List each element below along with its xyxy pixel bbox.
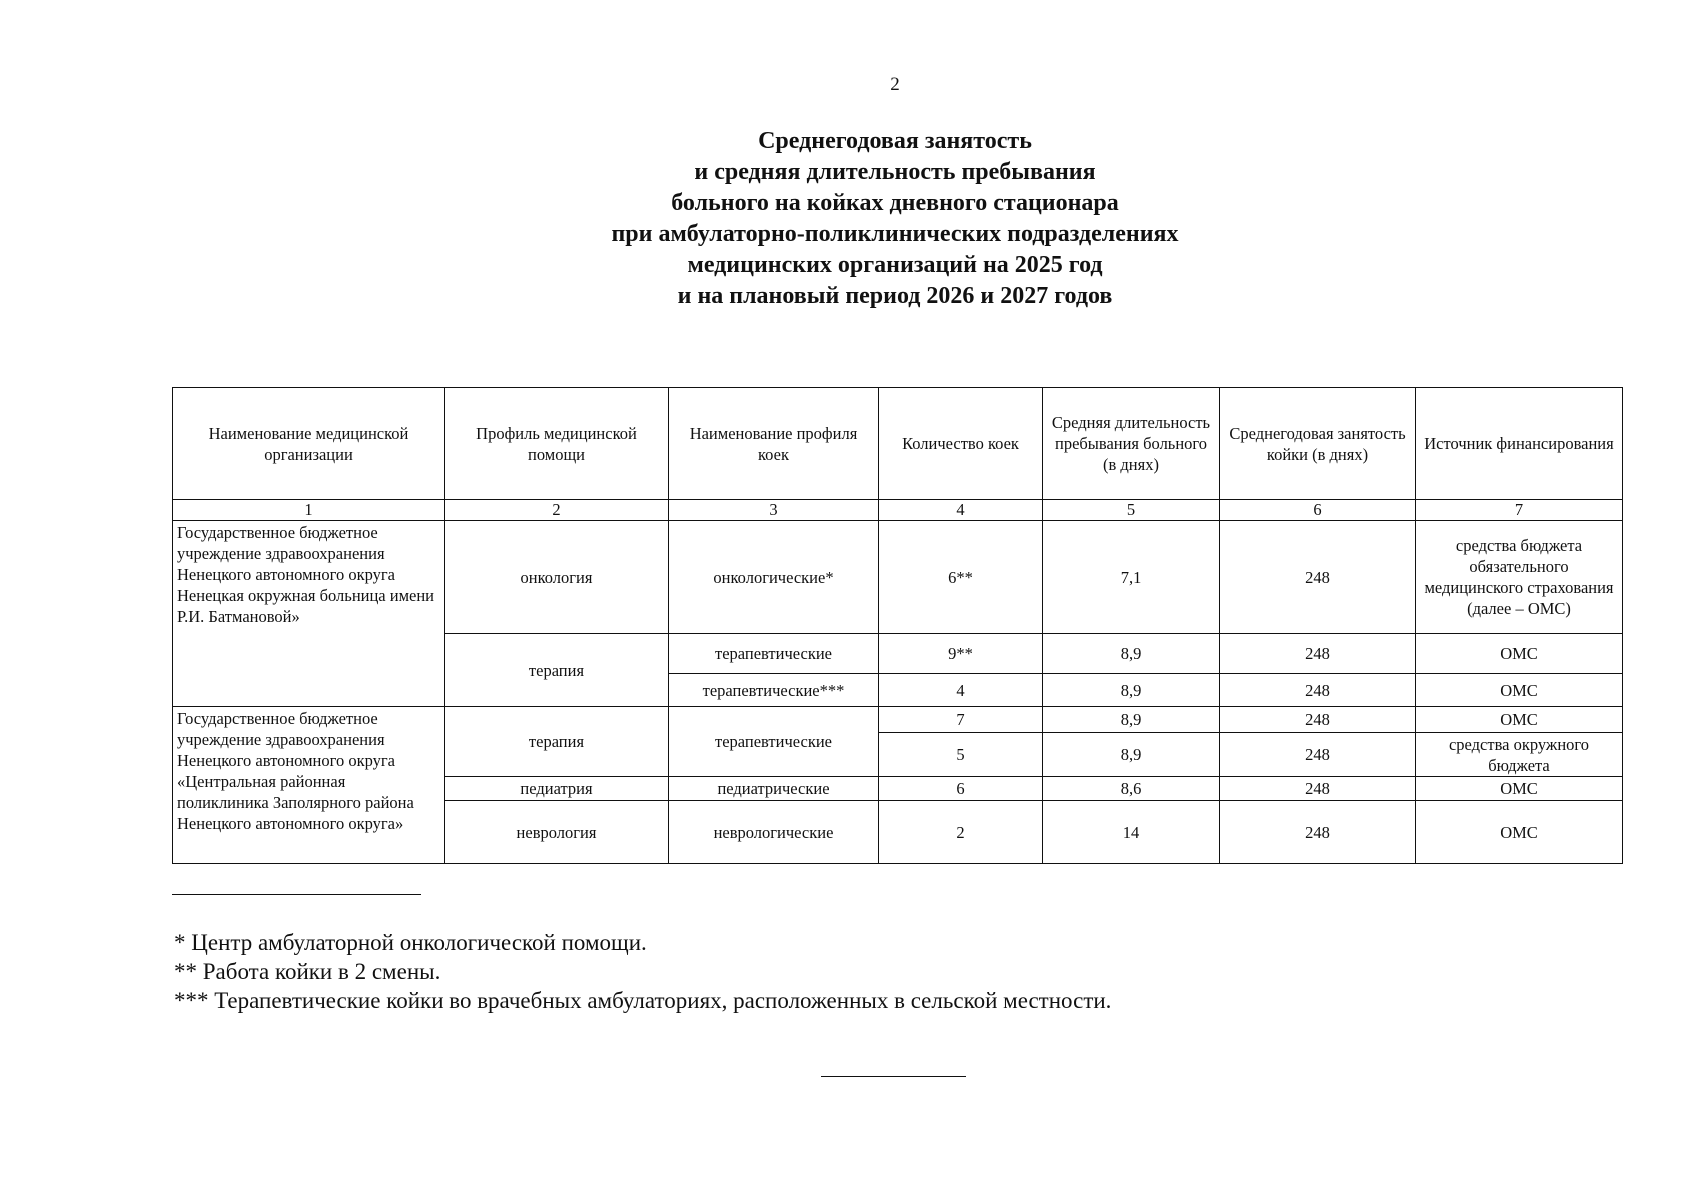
document-title — [0, 126, 1698, 312]
header-org-name: Наименование медицинской организации — [173, 388, 445, 500]
funding-cell: ОМС — [1416, 674, 1623, 707]
column-number: 2 — [445, 500, 669, 521]
org-name-cell: Государственное бюджетное учреждение здравоохранения Ненецкого автономного округа «Центральная районная поликлиника Заполярного района Ненецкого автономного округа» — [173, 707, 445, 864]
footnote-3: *** Терапевтические койки во врачебных амбулаториях, расположенных в сельской местности. — [174, 988, 1112, 1013]
avg-stay-cell: 8,9 — [1043, 674, 1220, 707]
column-number: 3 — [669, 500, 879, 521]
occupancy-cell: 248 — [1220, 733, 1416, 777]
bed-count-cell: 2 — [879, 801, 1043, 864]
footnote-2: ** Работа койки в 2 смены. — [174, 959, 441, 984]
funding-cell: ОМС — [1416, 777, 1623, 801]
occupancy-cell: 248 — [1220, 777, 1416, 801]
occupancy-cell: 248 — [1220, 634, 1416, 674]
table-header-row — [173, 388, 1623, 500]
avg-stay-cell: 8,9 — [1043, 707, 1220, 733]
org-name-cell: Государственное бюджетное учреждение здравоохранения Ненецкого автономного округа Ненецкая окружная больница имени Р.И. Батмановой» — [173, 521, 445, 707]
title-line-4: при амбулаторно-поликлинических подразделениях — [611, 221, 1179, 247]
header-avg-stay: Средняя длительность пребывания больного (в днях) — [1043, 388, 1220, 500]
column-number: 5 — [1043, 500, 1220, 521]
bed-profile-cell: терапевтические — [669, 707, 879, 777]
occupancy-cell: 248 — [1220, 521, 1416, 634]
bed-count-cell: 6** — [879, 521, 1043, 634]
column-number-row — [173, 500, 1623, 521]
avg-stay-cell: 8,6 — [1043, 777, 1220, 801]
profile-cell: неврология — [445, 801, 669, 864]
funding-cell: средства бюджета обязательного медицинского страхования (далее – ОМС) — [1416, 521, 1623, 634]
profile-cell: терапия — [445, 634, 669, 707]
profile-cell: педиатрия — [445, 777, 669, 801]
table-row — [173, 521, 1623, 634]
bed-count-cell: 5 — [879, 733, 1043, 777]
occupancy-cell: 248 — [1220, 707, 1416, 733]
occupancy-cell: 248 — [1220, 801, 1416, 864]
profile-cell: онкология — [445, 521, 669, 634]
column-number: 6 — [1220, 500, 1416, 521]
title-line-3: больного на койках дневного стационара — [671, 190, 1119, 216]
header-annual-occupancy: Среднегодовая занятость койки (в днях) — [1220, 388, 1416, 500]
bed-count-cell: 4 — [879, 674, 1043, 707]
funding-cell: ОМС — [1416, 707, 1623, 733]
title-line-5: медицинских организаций на 2025 год — [687, 252, 1103, 278]
funding-cell: ОМС — [1416, 634, 1623, 674]
footnotes — [174, 928, 1111, 1015]
avg-stay-cell: 14 — [1043, 801, 1220, 864]
header-bed-profile: Наименование профиля коек — [669, 388, 879, 500]
column-number: 7 — [1416, 500, 1623, 521]
header-funding: Источник финансирования — [1416, 388, 1623, 500]
funding-cell: ОМС — [1416, 801, 1623, 864]
bed-count-cell: 6 — [879, 777, 1043, 801]
header-bed-count: Количество коек — [879, 388, 1043, 500]
avg-stay-cell: 8,9 — [1043, 634, 1220, 674]
column-number: 1 — [173, 500, 445, 521]
bed-profile-cell: неврологические — [669, 801, 879, 864]
profile-cell: терапия — [445, 707, 669, 777]
page-number: 2 — [890, 74, 900, 95]
column-number: 4 — [879, 500, 1043, 521]
bed-occupancy-table — [172, 387, 1623, 864]
bed-profile-cell: педиатрические — [669, 777, 879, 801]
bed-profile-cell: онкологические* — [669, 521, 879, 634]
occupancy-cell: 248 — [1220, 674, 1416, 707]
title-line-6: и на плановый период 2026 и 2027 годов — [677, 283, 1113, 309]
header-profile: Профиль медицинской помощи — [445, 388, 669, 500]
bed-profile-cell: терапевтические — [669, 634, 879, 674]
end-divider — [821, 1076, 966, 1077]
title-line-2: и средняя длительность пребывания — [694, 159, 1096, 185]
footnote-1: * Центр амбулаторной онкологической помощи. — [174, 930, 647, 955]
bed-count-cell: 7 — [879, 707, 1043, 733]
footnote-divider — [172, 894, 421, 895]
avg-stay-cell: 8,9 — [1043, 733, 1220, 777]
bed-count-cell: 9** — [879, 634, 1043, 674]
table-row — [173, 707, 1623, 733]
title-line-1: Среднегодовая занятость — [758, 128, 1032, 154]
avg-stay-cell: 7,1 — [1043, 521, 1220, 634]
funding-cell: средства окружного бюджета — [1416, 733, 1623, 777]
bed-profile-cell: терапевтические*** — [669, 674, 879, 707]
